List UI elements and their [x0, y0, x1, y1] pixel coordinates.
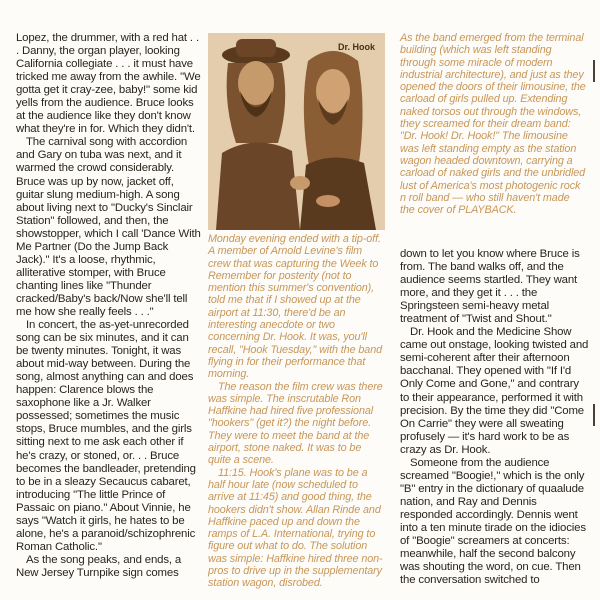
article-paragraph: In concert, the as-yet-unrecorded song can be six minutes, and it can be twenty minutes. Tonight, it was about mid-way between. During the song, almost anything can and does happen: Clarence blows the saxophone like a Jr. Walker possessed; sometimes the music stops, Bruce mumbles, and the girls sitting next to me ask each other if he's crazy, or stoned, or. . . Bruce becomes the bandleader, pretending to be in a sleazy Secaucus cabaret, introducing "The little Prince of Passaic on piano." About Vinnie, he says "Watch it girls, he hates to be alone, he's a paranoid/schizophrenic Roman Catholic.": [16, 319, 196, 553]
article-paragraph: down to let you know where Bruce is from. The band walks off, and the audience seems startled. They want more, and they get it . . . the Springsteen semi-heavy metal treatment of "Twist and Shout.": [400, 248, 580, 326]
sidebar-story-part-one: [208, 233, 387, 590]
page-edge-mark: [593, 60, 595, 82]
sidebar-paragraph: 11:15. Hook's plane was to be a half hour late (now scheduled to arrive at 11:45) and good thing, the hookers didn't show. Allan Rinde and Haffkine paced up and down the ramps of L.A. International, trying to figure out what to do. The solution was simple: Haffkine hired three non-pros to drive up in the supplementary station wagon, disrobed.: [208, 466, 383, 590]
page-edge-mark: [593, 404, 595, 426]
article-column-left: [16, 32, 203, 580]
sidebar-paragraph: Monday evening ended with a tip-off. A member of Arnold Levine's film crew that was capturing the Week to Remember for posterity (not to mention this summer's convention), told me that if I showed up at the airport at 11:30, there'd be an interesting anecdote or two concerning Dr. Hook. It was, you'll recall, "Hook Tuesday," with the band flying in for their performance that morning.: [208, 233, 383, 381]
article-paragraph: Lopez, the drummer, with a red hat . . . Danny, the organ player, looking California collegiate . . . it must have tricked me away from the awhile. "We gotta get it cray-zee, baby!" some kid yells from the audience. Bruce looks at the audience like they don't know what they're in for. Which they didn't.: [16, 32, 201, 136]
band-photo-illustration: [208, 33, 385, 230]
article-column-right: [400, 248, 590, 587]
sidebar-paragraph: The reason the film crew was there was simple. The inscrutable Ron Haffkine had hired five professional "hookers" (get it?) the night before. They were to meet the band at the airport, stone naked. It was to be quite a scene.: [208, 380, 383, 467]
article-paragraph: Someone from the audience screamed "Boogie!," which is the only "B" entry in the dictionary of quaalude nation, and Ray and Dennis responded accordingly. Dennis went into a ten minute tirade on the idiocies of "Boogie" screamers at concerts: meanwhile, half the second balcony was shouting the word, on cue. Then the conversation switched to: [400, 456, 586, 587]
article-paragraph: Dr. Hook and the Medicine Show came out onstage, looking twisted and semi-coherent after their afternoon bacchanal. They opened with "If I'd Only Come and Gone," and contrary to their appearance, performed it with precision. By the time they did "Come On Carrie" they were all sweating profusely — it's hard work to be as crazy as Dr. Hook.: [400, 326, 589, 456]
dr-hook-photo: [208, 33, 385, 230]
sidebar-story-part-two: [400, 32, 586, 216]
article-paragraph: As the song peaks, and ends, a New Jersey Turnpike sign comes: [16, 553, 182, 579]
photo-caption: Dr. Hook: [337, 42, 375, 52]
article-paragraph: The carnival song with accordion and Gary on tuba was next, and it warmed the crowd considerably. Bruce was up by now, jacket off, guitar slung medium-high. A song about living next to "Ducky's Sinclair Station" followed, and then, the showstopper, which I call 'Dance With Me Partner (Do the Jump Back Jack)." It's a loose, rhythmic, alliterative stomper, with Bruce chanting lines like "Thunder cracked/Baby's back/Now she'll tell me how she really feels . . .": [16, 136, 201, 318]
sidebar-paragraph: As the band emerged from the terminal building (which was left standing through some miracle of modern industrial architecture), and just as they opened the doors of their limousine, the carload of girls pulled up. Extending naked torsos out through the windows, they screamed for their dream band: "Dr. Hook! Dr. Hook!" The limousine was left standing empty as the station wagon headed downtown, carrying a carload of naked girls and the unbridled lust of America's most photogenic rock n roll band — who still haven't made the cover of PLAYBACK.: [400, 32, 586, 217]
